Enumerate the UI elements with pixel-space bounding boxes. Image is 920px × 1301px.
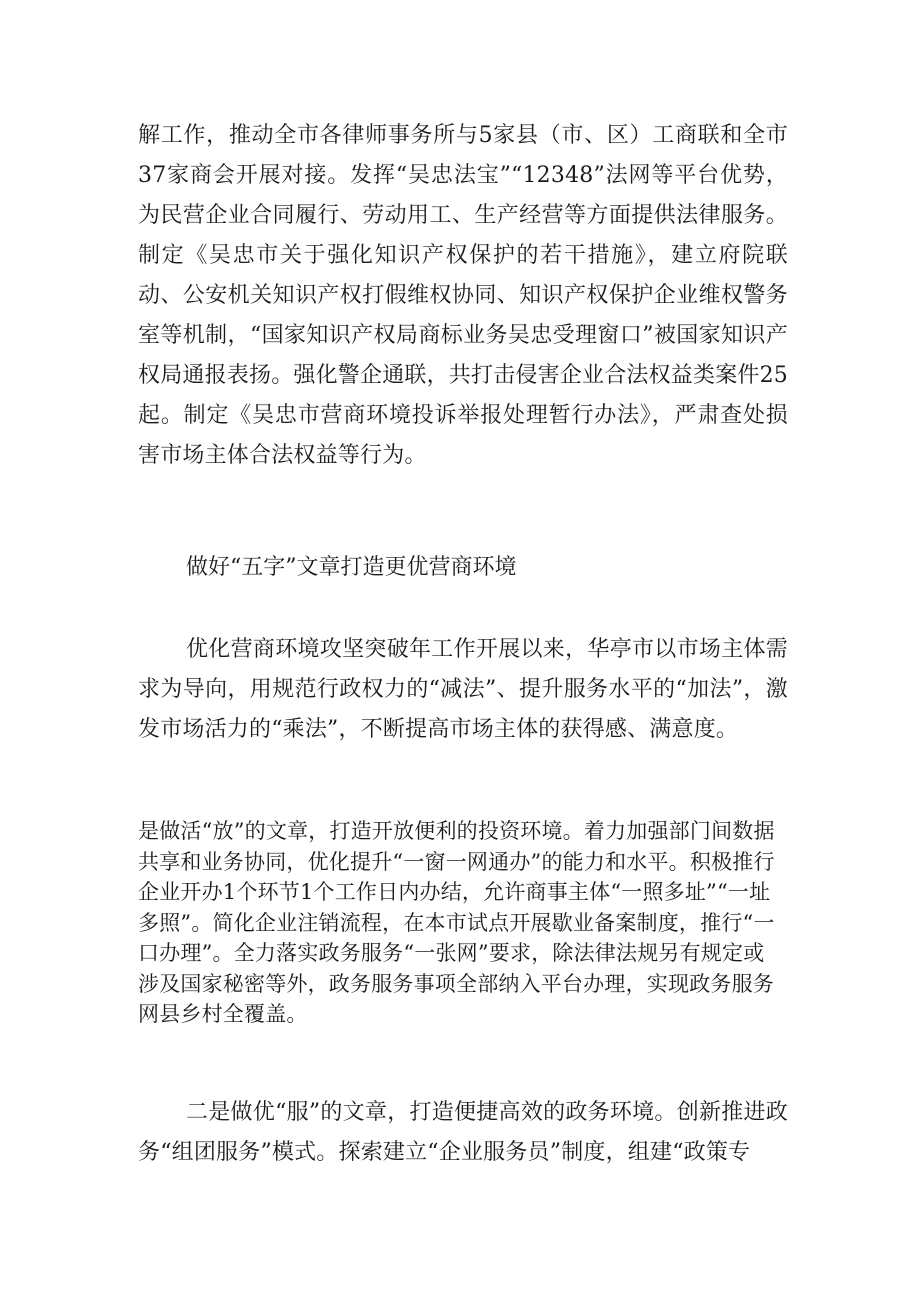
paragraph-point-two: 二是做优“服”的文章，打造便捷高效的政务环境。创新推进政务“组团服务”模式。探索建立“企业服务员”制度，组建“政策专 bbox=[138, 1100, 788, 1165]
paragraph-point-one: 是做活“放”的文章，打造开放便利的投资环境。着力加强部门间数据共享和业务协同，优化提升“一窗一网通办”的能力和水平。积极推行企业开办1个环节1个工作日内办结，允许商事主体“一照多址”“一址多照”。简化企业注销流程，在本市试点开展歇业备案制度，推行“一口办理”。全力落实政务服务“一张网”要求，除法律法规另有规定或涉及国家秘密等外，政务服务事项全部纳入平台办理，实现政务服务网县乡村全覆盖。 bbox=[138, 819, 775, 1026]
section-heading: 做好“五字”文章打造更优营商环境 bbox=[186, 555, 517, 580]
paragraph-intro: 优化营商环境攻坚突破年工作开展以来，华亭市以市场主体需求为导向，用规范行政权力的“减法”、提升服务水平的“加法”，激发市场活力的“乘法”，不断提高市场主体的获得感、满意度。 bbox=[138, 637, 788, 742]
paragraph-legal-services: 解工作，推动全市各律师事务所与5家县（市、区）工商联和全市37家商会开展对接。发挥“吴忠法宝”“12348”法网等平台优势，为民营企业合同履行、劳动用工、生产经营等方面提供法律服务。制定《吴忠市关于强化知识产权保护的若干措施》，建立府院联动、公安机关知识产权打假维权协同、知识产权保护企业维权警务室等机制，“国家知识产权局商标业务吴忠受理窗口”被国家知识产权局通报表扬。强化警企通联，共打击侵害企业合法权益类案件25起。制定《吴忠市营商环境投诉举报处理暂行办法》，严肃查处损害市场主体合法权益等行为。 bbox=[138, 123, 788, 468]
